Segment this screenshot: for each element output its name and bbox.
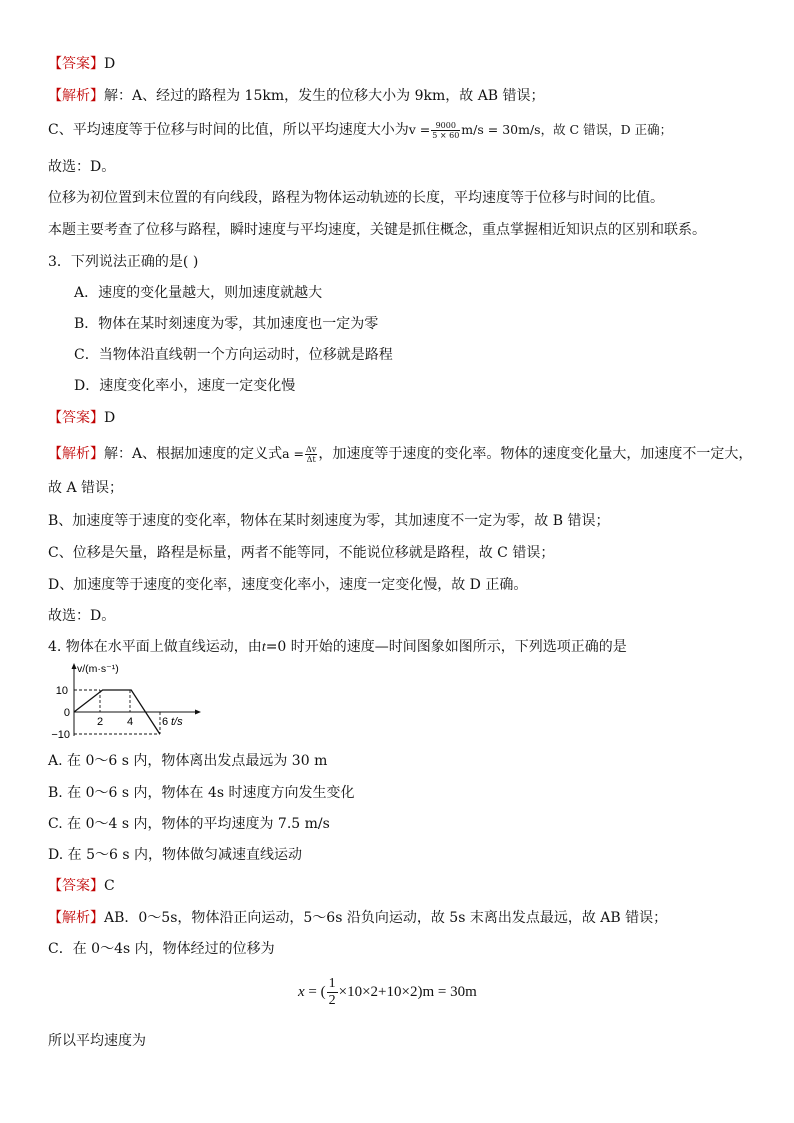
q3-answer: [48, 408, 115, 428]
q2-analysis-line2: [48, 120, 672, 140]
answer-label: 【答案】: [48, 878, 104, 894]
formula-fraction: [305, 445, 317, 464]
q4-option-b: B. 在 0～6 s 内，物体在 4s 时速度方向发生变化: [48, 785, 355, 801]
q4-answer: [48, 876, 115, 896]
q3-analysis-line4: C、位移是矢量，路程是标量，两者不能等同，不能说位移就是路程，故 C 错误；: [48, 545, 555, 561]
q3-analysis-line3: B、加速度等于速度的变化率，物体在某时刻速度为零，其加速度不一定为零，故 B 错误；: [48, 513, 610, 529]
analysis-text: 解：A、经过的路程为 15km，发生的位移大小为 9km，故 AB 错误；: [104, 88, 545, 104]
answer-label: 【答案】: [48, 56, 104, 72]
y-tick-10: 10: [55, 685, 68, 697]
q4-last-line: 所以平均速度为: [48, 1033, 146, 1049]
q2-summary1: 位移为初位置到末位置的有向线段，路程为物体运动轨迹的长度，平均速度等于位移与时间的比值。: [48, 190, 664, 206]
x-axis-label: t/s: [171, 716, 183, 728]
answer-value: C: [104, 878, 115, 894]
x-axis-arrow: [195, 710, 201, 715]
q2-analysis-line1: [48, 86, 545, 106]
q3-stem: 3．下列说法正确的是( ): [48, 254, 199, 270]
x-tick-4: 4: [126, 716, 134, 728]
analysis-text: AB．0～5s，物体沿正向运动，5～6s 沿负向运动，故 5s 末离出发点最远，故 AB 错误；: [104, 910, 668, 926]
analysis-text: 解：A、根据加速度的定义式: [104, 446, 283, 462]
analysis-text: C、平均速度等于位移与时间的比值，所以平均速度大小为: [48, 122, 409, 138]
analysis-label: 【解析】: [48, 88, 104, 104]
q3-choose: 故选：D。: [48, 608, 116, 624]
eq-variable: x: [298, 983, 305, 1000]
answer-value: D: [104, 410, 116, 426]
stem-text: =0 时开始的速度—时间图象如图所示，下列选项正确的是: [265, 639, 627, 655]
q4-option-c: C. 在 0～4 s 内，物体的平均速度为 7.5 m/s: [48, 816, 330, 832]
eq-fraction: [327, 976, 338, 1009]
y-axis-label: v/(m·s⁻¹): [77, 663, 119, 675]
stem-variable: t: [261, 640, 266, 655]
q2-summary2: 本题主要考查了位移与路程，瞬时速度与平均速度，关键是抓住概念，重点掌握相近知识点的区别和联系。: [48, 222, 706, 238]
fraction-denominator: Δt: [306, 454, 316, 464]
eq-text: = (: [308, 983, 326, 1000]
fraction-numerator: 1: [328, 976, 336, 991]
y-tick-0: 0: [63, 707, 70, 719]
q4-option-d: D. 在 5～6 s 内，物体做匀减速直线运动: [48, 847, 302, 863]
q4-analysis-line2: C．在 0～4s 内，物体经过的位移为: [48, 941, 275, 957]
fraction-numerator: 9000: [431, 121, 460, 131]
stem-text: 4. 物体在水平面上做直线运动，由: [48, 639, 262, 655]
q3-analysis-line1: [48, 444, 752, 464]
analysis-label: 【解析】: [48, 910, 104, 926]
q2-answer: [48, 54, 115, 74]
q4-stem: [48, 637, 627, 658]
q3-option-a: A．速度的变化量越大，则加速度就越大: [74, 285, 323, 301]
x-tick-6: 6: [162, 716, 169, 728]
q2-choose: 故选：D。: [48, 159, 116, 175]
q3-option-d: D．速度变化率小，速度一定变化慢: [74, 378, 296, 394]
q3-analysis-line2: 故 A 错误；: [48, 480, 124, 496]
formula-fraction: [431, 121, 460, 140]
q4-analysis-line1: [48, 908, 667, 928]
answer-label: 【答案】: [48, 410, 104, 426]
x-tick-2: 2: [96, 716, 104, 728]
displacement-equation: [298, 976, 477, 1009]
formula-v: v =: [408, 122, 431, 137]
velocity-time-graph: [44, 660, 204, 742]
y-axis-arrow: [72, 663, 77, 669]
eq-text: ×10×2+10×2)m = 30m: [338, 983, 477, 1000]
q3-analysis-line5: D、加速度等于速度的变化率，速度变化率小，速度一定变化慢，故 D 正确。: [48, 577, 528, 593]
analysis-label: 【解析】: [48, 446, 104, 462]
analysis-text: ，加速度等于速度的变化率。物体的速度变化量大，加速度不一定大，: [318, 446, 753, 462]
q4-option-a: A. 在 0～6 s 内，物体离出发点最远为 30 m: [48, 753, 328, 769]
fraction-denominator: 5 × 60: [432, 130, 460, 140]
q3-option-c: C．当物体沿直线朝一个方向运动时，位移就是路程: [74, 347, 393, 363]
answer-value: D: [104, 56, 116, 72]
q3-option-b: B．物体在某时刻速度为零，其加速度也一定为零: [74, 316, 379, 332]
analysis-text: m/s = 30m/s，故 C 错误，D 正确；: [461, 122, 673, 137]
formula-a: a =: [282, 446, 305, 461]
y-tick-minus10: −10: [51, 729, 70, 741]
fraction-denominator: 2: [328, 993, 336, 1008]
fraction-numerator: Δv: [306, 444, 317, 454]
